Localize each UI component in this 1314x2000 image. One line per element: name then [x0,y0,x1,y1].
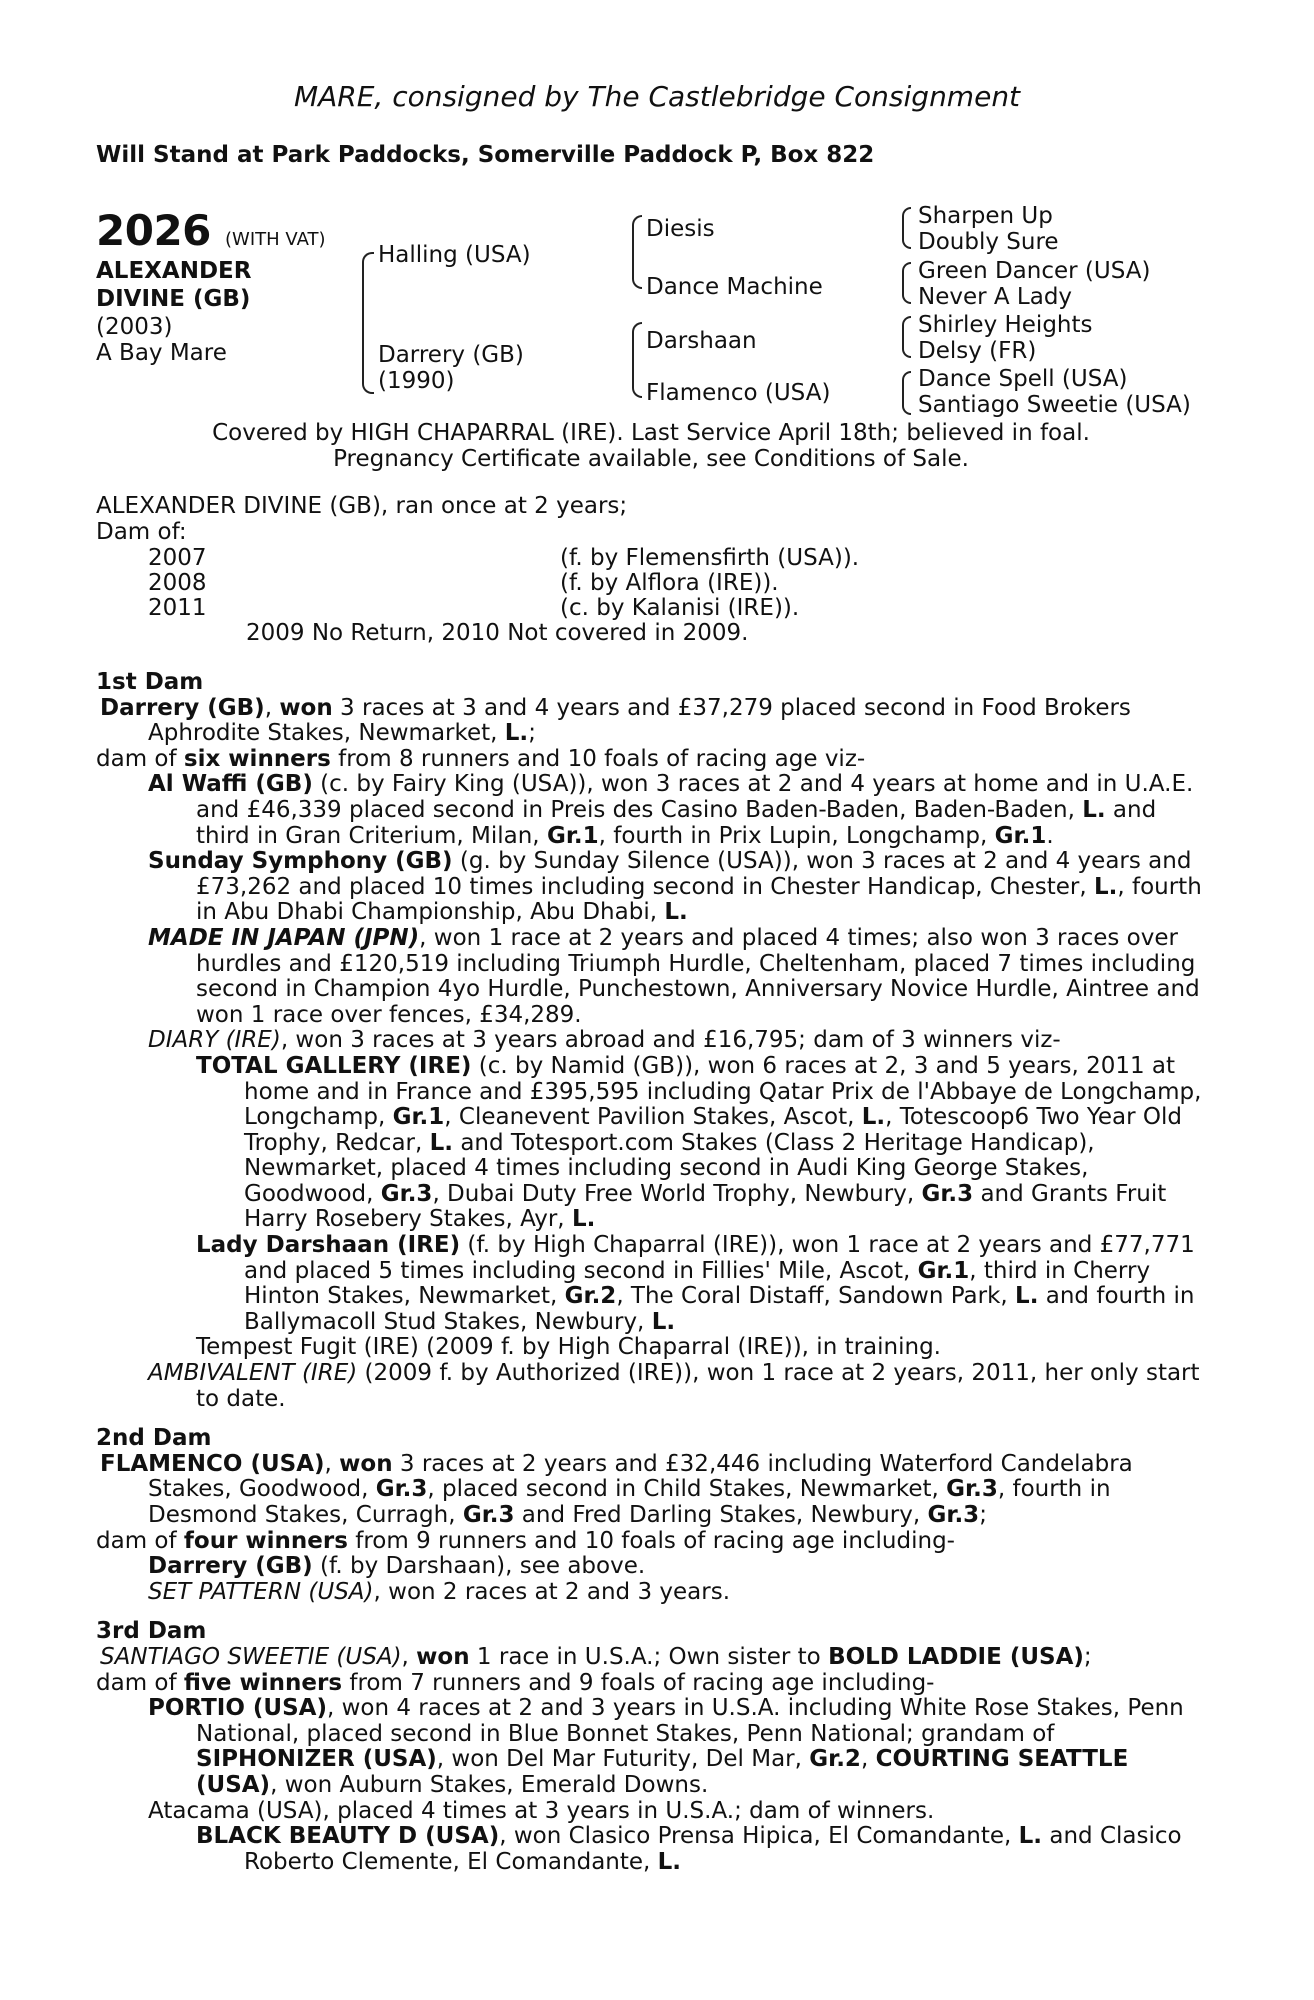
dam3-heading: 3rd Dam [96,1618,207,1645]
lot-number-value: 2026 [96,206,211,255]
vat-note: (WITH VAT) [225,229,326,250]
dam1-produce-summary: dam of six winners from 8 runners and 10 foals of racing age viz- [96,745,866,772]
dam1-grandfoal-tempest-fugit: Tempest Fugit (IRE) (2009 f. by High Chaparral (IRE)), in training. [196,1334,941,1361]
pedigree-brace-g3 [902,316,911,358]
pedigree-dam-year: (1990) [378,368,455,394]
dam3-foal-portio: PORTIO (USA), won 4 races at 2 and 3 years in U.S.A. including White Rose Stakes, Penn National, placed second in Blue Bonnet Stakes, Penn National; grandam of SIPHONIZER (USA), won Del Mar Futurity, Del Mar, Gr.2, COURTING SEATTLE (USA), won Auburn Stakes, Emerald Downs. [148,1695,1184,1798]
produce-year-2: 2008 [148,570,207,596]
pedigree-dsd: Delsy (FR) [918,338,1037,364]
pedigree-sire-dam: Dance Machine [646,274,823,300]
produce-desc-3: (c. by Kalanisi (IRE)). [560,595,800,621]
pedigree-dam: Darrery (GB) [378,342,524,368]
dam3-grandfoal-black-beauty: BLACK BEAUTY D (USA), won Clasico Prensa Hipica, El Comandante, L. and Clasico Roberto Clemente, El Comandante, L. [196,1823,1182,1875]
record-intro: ALEXANDER DIVINE (GB), ran once at 2 years; [96,493,628,519]
horse-description: A Bay Mare [96,340,227,366]
pedigree-ddd: Santiago Sweetie (USA) [918,392,1191,418]
dam3-foal-atacama: Atacama (USA), placed 4 times at 3 years in U.S.A.; dam of winners. [148,1797,935,1824]
racing-record [96,494,1206,545]
pedigree-brace-dam [632,322,642,398]
dam1-foal-ambivalent: AMBIVALENT (IRE) (2009 f. by Authorized (IRE)), won 1 race at 2 years, 2011, her only start to date. [148,1360,1200,1412]
pedigree-sire: Halling (USA) [378,242,531,268]
produce-desc-2: (f. by Alflora (IRE)). [560,570,779,596]
dam1-entry: Darrery (GB), won 3 races at 3 and 4 years and £37,279 placed second in Food Brokers Aphrodite Stakes, Newmarket, L.; [100,694,1131,747]
dam1-foal-al-waffi: Al Waffi (GB) (c. by Fairy King (USA)), won 3 races at 2 and 4 years at home and in U.A.E. and £46,339 placed second in Preis des Casino Baden-Baden, Baden-Baden, L. and third in Gran Criterium, Milan, Gr.1, fourth in Prix Lupin, Longchamp, Gr.1. [148,771,1194,849]
covered-line2: Pregnancy Certificate available, see Conditions of Sale. [333,446,969,472]
produce-year-1: 2007 [148,545,207,571]
dam1-foal-sunday-symphony: Sunday Symphony (GB) (g. by Sunday Silence (USA)), won 3 races at 2 and 4 years and £73,262 and placed 10 times including second in Chester Handicap, Chester, L., fourth in Abu Dhabi Championship, Abu Dhabi, L. [148,848,1202,926]
record-dam-of: Dam of: [96,518,187,545]
horse-name-line2: DIVINE (GB) [96,286,251,312]
pedigree-brace-g4 [902,371,911,415]
consignor-header: MARE, consigned by The Castlebridge Consignment [293,80,1021,113]
dam2-foal-darrery: Darrery (GB) (f. by Darshaan), see above. [148,1553,646,1580]
dam1-foal-made-in-japan: MADE IN JAPAN (JPN), won 1 race at 2 years and placed 4 times; also won 3 races over hurdles and £120,519 including Triumph Hurdle, Cheltenham, placed 7 times including second in Champion 4yo Hurdle, Punchestown, Anniversary Novice Hurdle, Aintree and won 1 race over fences, £34,289. [148,924,1200,1028]
stand-location: Will Stand at Park Paddocks, Somerville Paddock P, Box 822 [96,142,875,168]
pedigree-dds: Dance Spell (USA) [918,366,1128,392]
dam2-produce-summary: dam of four winners from 9 runners and 10 foals of racing age including- [96,1527,955,1554]
produce-year-3: 2011 [148,595,207,621]
pedigree-dam-dam: Flamenco (USA) [646,380,831,406]
covered-note [96,420,1206,472]
dam2-entry: FLAMENCO (USA), won 3 races at 2 years and £32,446 including Waterford Candelabra Stakes, Goodwood, Gr.3, placed second in Child Stakes, Newmarket, Gr.3, fourth in Desmond Stakes, Curragh, Gr.3 and Fred Darling Stakes, Newbury, Gr.3; [100,1450,1133,1528]
horse-name-line1: ALEXANDER [96,258,252,284]
dam2-foal-set-pattern: SET PATTERN (USA), won 2 races at 2 and 3 years. [148,1578,731,1605]
dam1-grandfoal-total-gallery: TOTAL GALLERY (IRE) (c. by Namid (GB)), won 6 races at 2, 3 and 5 years, 2011 at home and in France and £395,595 including Qatar Prix de l'Abbaye de Longchamp, Longchamp, Gr.1, Cleanevent Pavilion Stakes, Ascot, L., Totescoop6 Two Year Old Trophy, Redcar, L. and Totesport.com Stakes (Class 2 Heritage Handicap), Newmarket, placed 4 times including second in Audi King George Stakes, Goodwood, Gr.3, Dubai Duty Free World Trophy, Newbury, Gr.3 and Grants Fruit Harry Rosebery Stakes, Ayr, L. [196,1052,1202,1233]
dam1-foal-diary: DIARY (IRE), won 3 races at 3 years abroad and £16,795; dam of 3 winners viz- [148,1027,1061,1054]
dam3-produce-summary: dam of five winners from 7 runners and 9 foals of racing age including- [96,1669,935,1696]
produce-note: 2009 No Return, 2010 Not covered in 2009. [246,620,749,646]
pedigree-sds: Green Dancer (USA) [918,258,1151,284]
pedigree-ssd: Doubly Sure [918,229,1059,255]
dam2-heading: 2nd Dam [96,1425,212,1452]
pedigree-dss: Shirley Heights [918,312,1093,338]
horse-year: (2003) [96,314,173,340]
pedigree-brace-g2 [902,262,911,304]
produce-desc-1: (f. by Flemensfirth (USA)). [560,545,860,571]
dam3-entry: SANTIAGO SWEETIE (USA), won 1 race in U.S.A.; Own sister to BOLD LADDIE (USA); [100,1643,1092,1670]
pedigree-brace-g1 [902,207,911,249]
pedigree-sss: Sharpen Up [918,203,1053,229]
covered-line1: Covered by HIGH CHAPARRAL (IRE). Last Service April 18th; believed in foal. [212,420,1090,446]
dam1-heading: 1st Dam [96,669,204,695]
pedigree-brace-parents [362,252,374,394]
lot-number [96,206,326,255]
pedigree-sdd: Never A Lady [918,284,1073,310]
pedigree-brace-sire [632,215,642,289]
pedigree-sire-sire: Diesis [646,216,715,242]
pedigree-dam-sire: Darshaan [646,328,757,354]
dam1-grandfoal-lady-darshaan: Lady Darshaan (IRE) (f. by High Chaparral (IRE)), won 1 race at 2 years and £77,771 and placed 5 times including second in Fillies' Mile, Ascot, Gr.1, third in Cherry Hinton Stakes, Newmarket, Gr.2, The Coral Distaff, Sandown Park, L. and fourth in Ballymacoll Stud Stakes, Newbury, L. [196,1232,1195,1335]
dam-sections [96,670,1206,1875]
